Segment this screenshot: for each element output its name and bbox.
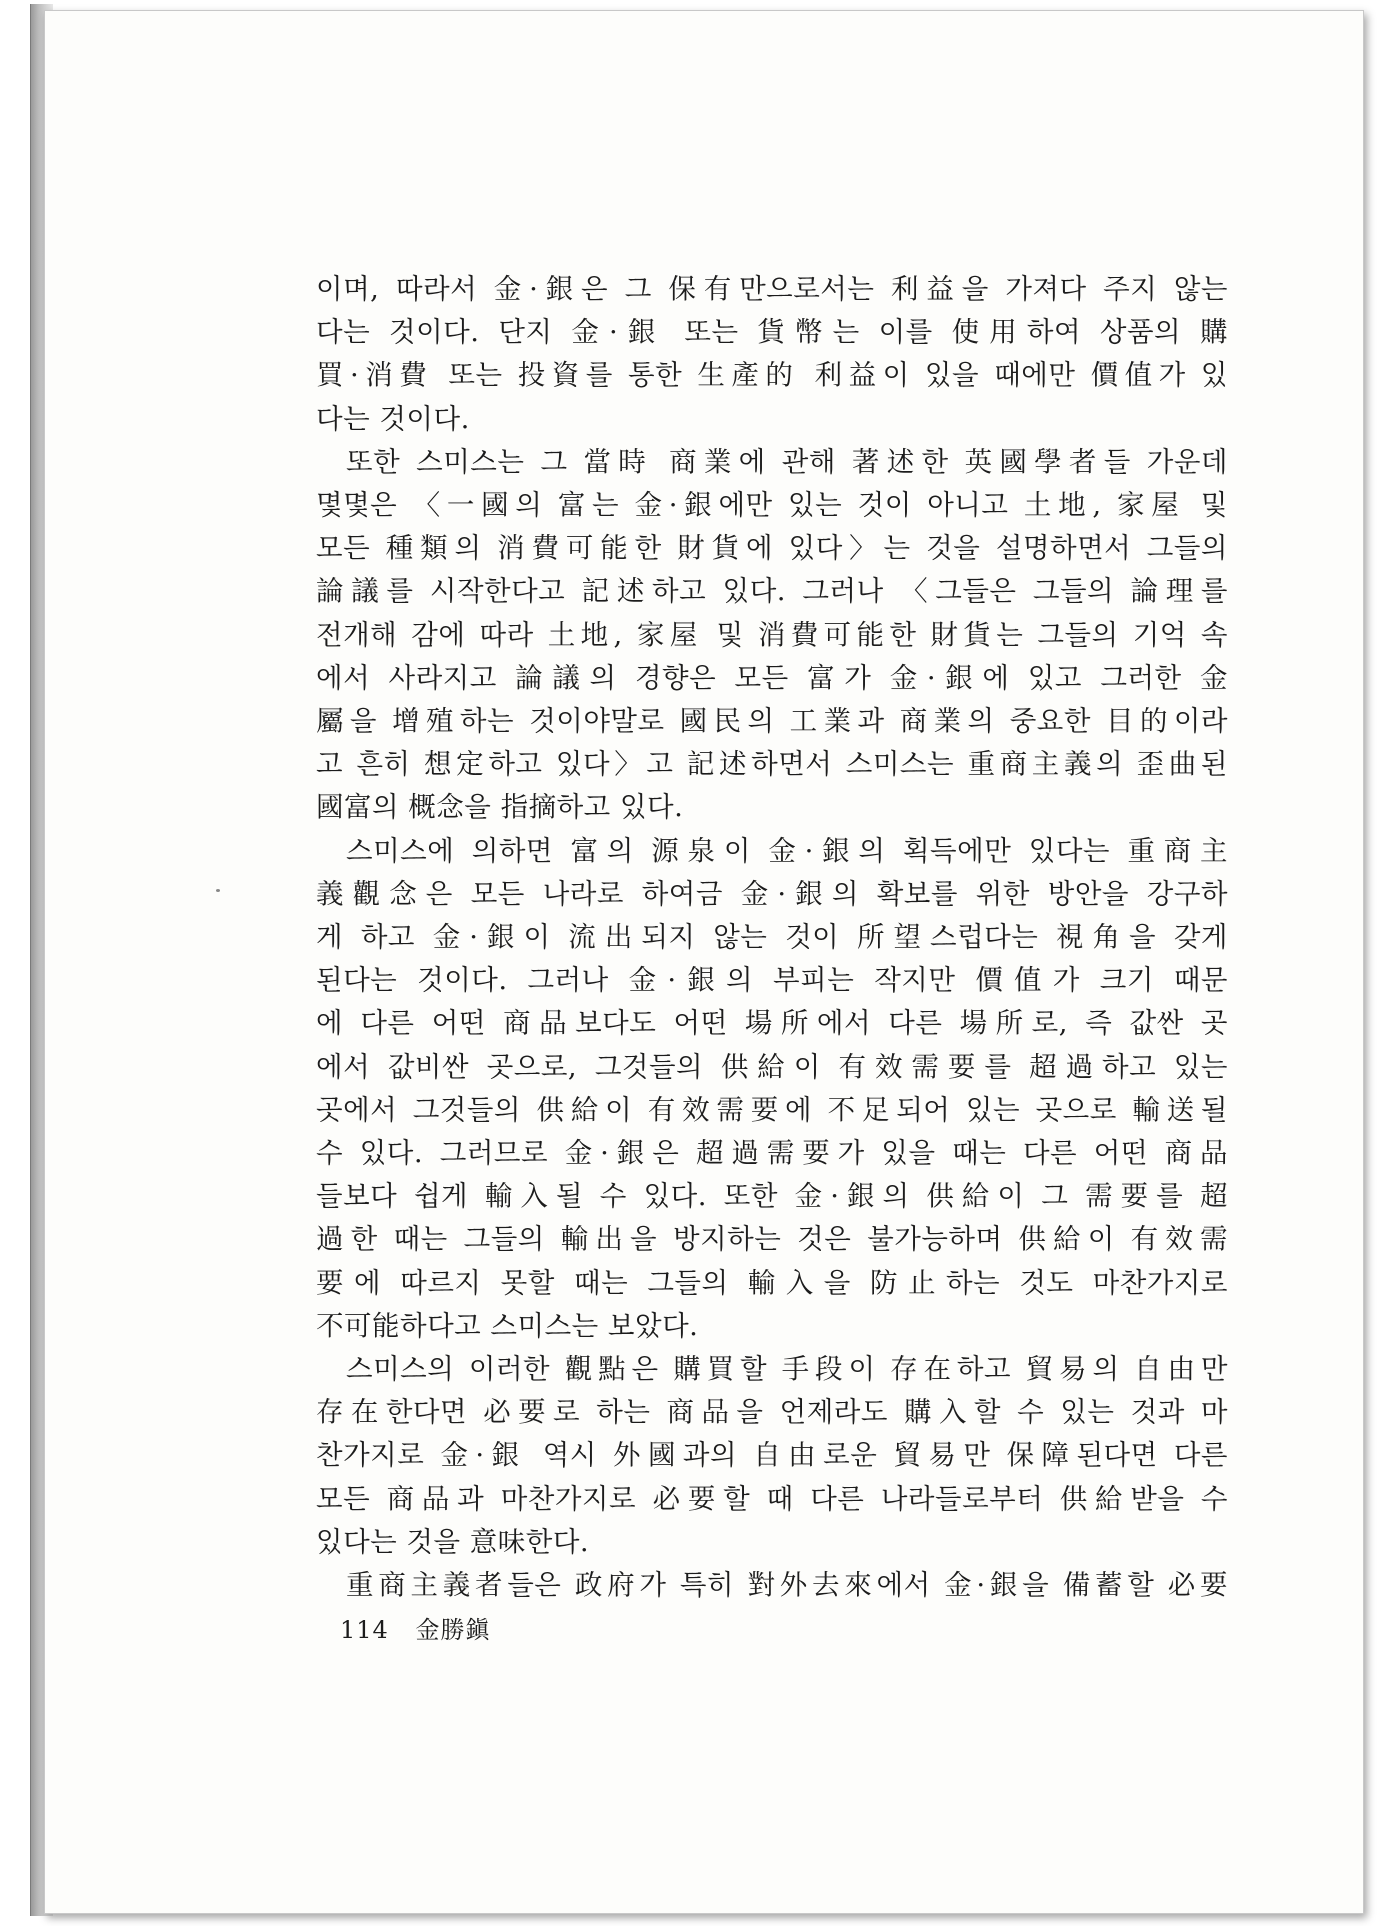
text-line: 買·消費 또는 投資를 통한 生產的 利益이 있을 때에만 價值가 있	[316, 359, 1228, 392]
text-line: 國富의 概念을 指摘하고 있다.	[316, 791, 684, 824]
paragraph-5	[316, 1564, 1228, 1607]
text-line: 다는 것이다. 단지 金·銀 또는 貨幣는 이를 使用하여 상품의 購	[316, 316, 1228, 349]
text-line: 된다는 것이다. 그러나 金·銀의 부피는 작지만 價值가 크기 때문	[316, 964, 1228, 997]
page-number: 114	[340, 1616, 389, 1644]
text-line: 곳에서 그것들의 供給이 有效需要에 不足되어 있는 곳으로 輸送될	[316, 1093, 1228, 1126]
text-line: 過한 때는 그들의 輸出을 방지하는 것은 불가능하며 供給이 有效需	[316, 1223, 1228, 1256]
body-text	[316, 268, 1228, 1607]
paragraph-3	[316, 830, 1228, 1348]
text-line: 수 있다. 그러므로 金·銀은 超過需要가 있을 때는 다른 어떤 商品	[316, 1137, 1228, 1170]
paragraph-2	[316, 441, 1228, 830]
text-line: 몇몇은 〈一國의 富는 金·銀에만 있는 것이 아니고 土地, 家屋 및	[316, 489, 1228, 522]
text-line: 要에 따르지 못할 때는 그들의 輸入을 防止하는 것도 마찬가지로	[316, 1266, 1228, 1299]
running-author: 金勝鎭	[415, 1616, 491, 1644]
text-line: 存在한다면 必要로 하는 商品을 언제라도 購入할 수 있는 것과 마	[316, 1396, 1228, 1429]
text-line: 에 다른 어떤 商品보다도 어떤 場所에서 다른 場所로, 즉 값싼 곳	[316, 1007, 1228, 1040]
text-line: 에서 값비싼 곳으로, 그것들의 供給이 有效需要를 超過하고 있는	[316, 1050, 1228, 1083]
text-line: 重商主義者들은 政府가 특히 對外去來에서 金·銀을 備蓄할 必要	[346, 1569, 1228, 1602]
text-line: 이며, 따라서 金·銀은 그 保有만으로서는 利益을 가져다 주지 않는	[316, 273, 1228, 305]
text-line: 모든 商品과 마찬가지로 必要할 때 다른 나라들로부터 供給받을 수	[316, 1482, 1228, 1515]
text-line: 스미스의 이러한 觀點은 購買할 手段이 存在하고 貿易의 自由만	[346, 1353, 1228, 1386]
text-line: 不可能하다고 스미스는 보았다.	[316, 1309, 699, 1342]
scan-speck	[216, 889, 220, 892]
text-line: 다는 것이다.	[316, 402, 470, 435]
text-line: 전개해 감에 따라 土地, 家屋 및 消費可能한 財貨는 그들의 기억 속	[316, 618, 1228, 651]
text-line: 에서 사라지고 論議의 경향은 모든 富가 金·銀에 있고 그러한 金	[316, 661, 1228, 694]
text-line: 있다는 것을 意味한다.	[316, 1525, 590, 1558]
text-line: 찬가지로 金·銀 역시 外國과의 自由로운 貿易만 保障된다면 다른	[316, 1439, 1228, 1472]
text-line: 論議를 시작한다고 記述하고 있다. 그러나 〈그들은 그들의 論理를	[316, 575, 1228, 608]
paragraph-4	[316, 1348, 1228, 1564]
text-line: 게 하고 金·銀이 流出되지 않는 것이 所望스럽다는 視角을 갖게	[316, 921, 1228, 954]
page-footer	[340, 1610, 508, 1645]
text-line: 들보다 쉽게 輸入될 수 있다. 또한 金·銀의 供給이 그 需要를 超	[316, 1180, 1228, 1213]
paragraph-1	[316, 268, 1228, 441]
text-line: 屬을 增殖하는 것이야말로 國民의 工業과 商業의 중요한 目的이라	[316, 705, 1228, 738]
text-line: 또한 스미스는 그 當時 商業에 관해 著述한 英國學者들 가운데	[346, 445, 1228, 478]
text-line: 고 흔히 想定하고 있다〉고 記述하면서 스미스는 重商主義의 歪曲된	[316, 748, 1228, 781]
text-line: 모든 種類의 消費可能한 財貨에 있다〉는 것을 설명하면서 그들의	[316, 532, 1228, 565]
text-line: 義觀念은 모든 나라로 하여금 金·銀의 확보를 위한 방안을 강구하	[316, 877, 1228, 910]
text-line: 스미스에 의하면 富의 源泉이 金·銀의 획득에만 있다는 重商主	[346, 834, 1228, 867]
